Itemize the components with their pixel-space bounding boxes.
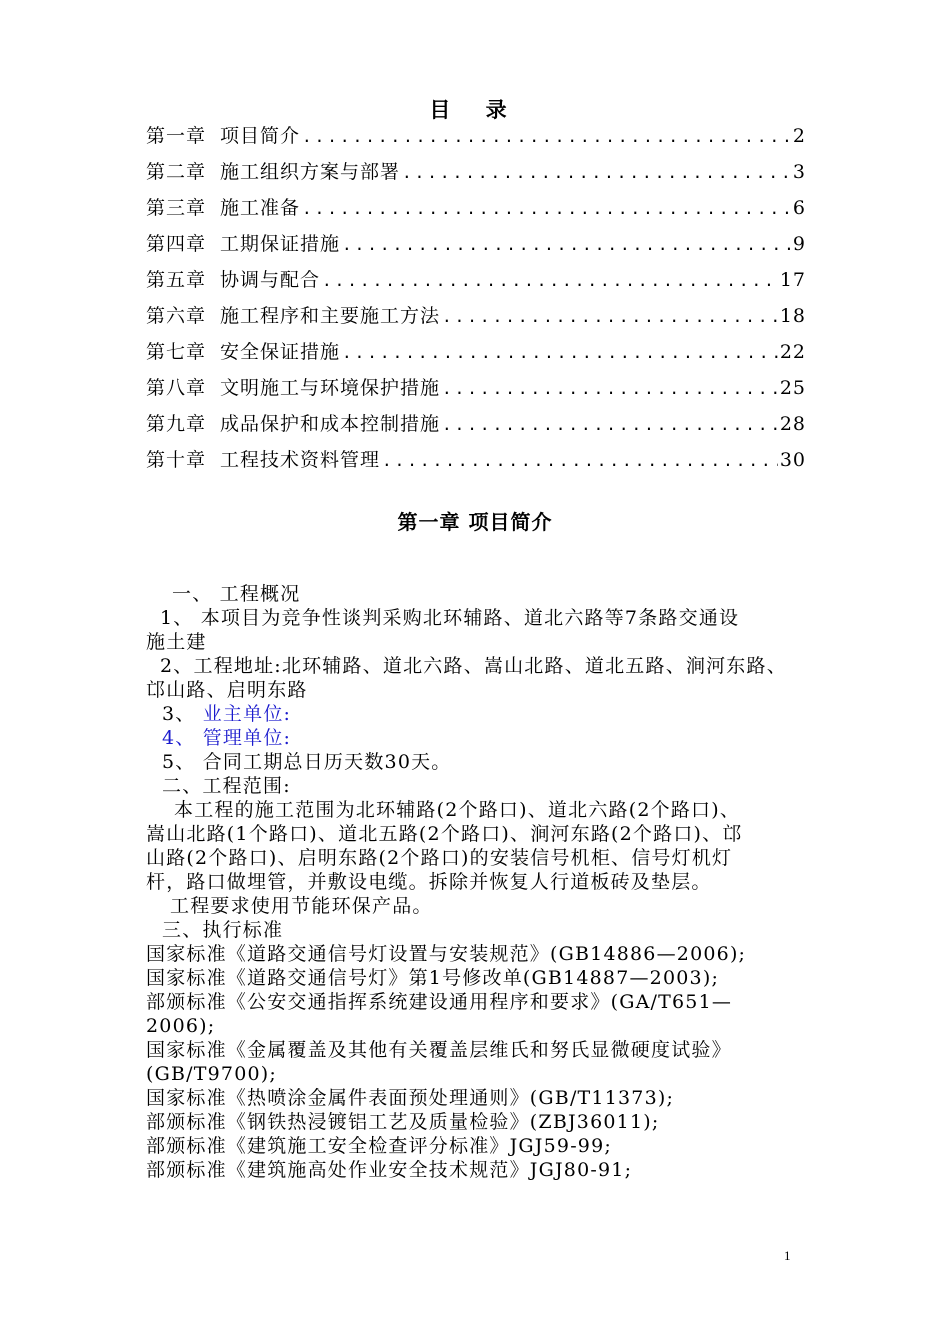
body-line: 部颁标准《建筑施工安全检查评分标准》JGJ59-99; (146, 1135, 612, 1157)
chapter-heading: 第一章 项目简介 (397, 510, 553, 534)
body-line: (GB/T9700); (146, 1063, 277, 1085)
body-line: 2、工程地址:北环辅路、道北六路、嵩山北路、道北五路、涧河东路、 (160, 655, 787, 677)
toc-entry-title: 成品保护和成本控制措施 (220, 413, 441, 435)
toc-page-number: 17 (779, 269, 806, 291)
toc-chapter: 第十章 (146, 449, 207, 471)
body-line: 4、 管理单位: (162, 727, 292, 749)
table-of-contents (146, 118, 806, 478)
toc-entry[interactable] (146, 406, 806, 442)
body-line: 施土建 (146, 631, 207, 653)
toc-leader-dots (382, 443, 778, 479)
toc-entry-title: 施工准备 (220, 197, 301, 219)
toc-entry[interactable] (146, 370, 806, 406)
toc-entry[interactable] (146, 442, 806, 478)
toc-entry[interactable] (146, 262, 806, 298)
body-line: 部颁标准《钢铁热浸镀铝工艺及质量检验》(ZBJ36011); (146, 1111, 660, 1133)
toc-chapter: 第二章 (146, 161, 207, 183)
toc-page-number: 3 (792, 161, 806, 183)
toc-chapter: 第五章 (146, 269, 207, 291)
toc-entry[interactable] (146, 154, 806, 190)
toc-leader-dots (322, 263, 778, 299)
toc-entry-title: 文明施工与环境保护措施 (220, 377, 441, 399)
body-line-highlight: 业主单位: (202, 703, 292, 725)
toc-leader-dots (342, 335, 778, 371)
toc-chapter: 第九章 (146, 413, 207, 435)
toc-entry[interactable] (146, 298, 806, 334)
toc-leader-dots (302, 119, 791, 155)
toc-entry-title: 工期保证措施 (220, 233, 341, 255)
toc-chapter: 第七章 (146, 341, 207, 363)
toc-chapter: 第六章 (146, 305, 207, 327)
body-line: 三、执行标准 (162, 919, 284, 941)
body-line: 一、 工程概况 (172, 583, 301, 605)
toc-entry-title: 工程技术资料管理 (220, 449, 381, 471)
page-number: 1 (784, 1248, 791, 1263)
toc-chapter: 第三章 (146, 197, 207, 219)
body-line: 山路(2个路口)、启明东路(2个路口)的安装信号机柜、信号灯机灯 (146, 847, 733, 869)
toc-entry[interactable] (146, 226, 806, 262)
toc-leader-dots (442, 371, 778, 407)
body-line: 部颁标准《建筑施高处作业安全技术规范》JGJ80-91; (146, 1159, 633, 1181)
toc-entry[interactable] (146, 118, 806, 154)
toc-entry-title: 项目简介 (220, 125, 301, 147)
toc-leader-dots (342, 227, 791, 263)
toc-page-number: 9 (792, 233, 806, 255)
body-line: 1、 本项目为竞争性谈判采购北环辅路、道北六路等7条路交通设 (160, 607, 740, 629)
toc-page-number: 2 (792, 125, 806, 147)
body-line: 本工程的施工范围为北环辅路(2个路口)、道北六路(2个路口)、 (174, 799, 741, 821)
toc-chapter: 第八章 (146, 377, 207, 399)
toc-entry[interactable] (146, 334, 806, 370)
body-line: 国家标准《道路交通信号灯》第1号修改单(GB14887—2003); (146, 967, 720, 989)
toc-page-number: 18 (779, 305, 806, 327)
toc-entry-title: 施工组织方案与部署 (220, 161, 401, 183)
toc-page-number: 30 (779, 449, 806, 471)
body-line: 国家标准《热喷涂金属件表面预处理通则》(GB/T11373); (146, 1087, 675, 1109)
toc-entry-title: 施工程序和主要施工方法 (220, 305, 441, 327)
body-line: 工程要求使用节能环保产品。 (170, 895, 433, 917)
toc-title: 目 录 (429, 97, 521, 122)
body-line: 2006); (146, 1015, 216, 1037)
toc-entry-title: 安全保证措施 (220, 341, 341, 363)
body-line: 邙山路、启明东路 (146, 679, 308, 701)
chapter-body (146, 582, 816, 1182)
toc-page-number: 25 (779, 377, 806, 399)
body-line-number: 3、 (162, 703, 203, 725)
body-line: 嵩山北路(1个路口)、道北五路(2个路口)、涧河东路(2个路口)、邙 (146, 823, 743, 845)
body-line: 二、工程范围: (162, 775, 291, 797)
toc-leader-dots (442, 299, 778, 335)
body-line: 国家标准《金属覆盖及其他有关覆盖层维氏和努氏显微硬度试验》 (146, 1039, 732, 1061)
body-line: 5、 合同工期总日历天数30天。 (162, 751, 452, 773)
toc-chapter: 第一章 (146, 125, 207, 147)
toc-page-number: 28 (779, 413, 806, 435)
body-line: 部颁标准《公安交通指挥系统建设通用程序和要求》(GA/T651— (146, 991, 733, 1013)
toc-page-number: 22 (779, 341, 806, 363)
toc-entry-title: 协调与配合 (220, 269, 321, 291)
body-line (146, 702, 816, 726)
body-line: 杆，路口做埋管，并敷设电缆。拆除并恢复人行道板砖及垫层。 (146, 871, 712, 893)
toc-entry[interactable] (146, 190, 806, 226)
toc-chapter: 第四章 (146, 233, 207, 255)
toc-leader-dots (442, 407, 778, 443)
body-line: 国家标准《道路交通信号灯设置与安装规范》(GB14886—2006); (146, 943, 747, 965)
toc-page-number: 6 (792, 197, 806, 219)
toc-leader-dots (402, 155, 791, 191)
toc-leader-dots (302, 191, 791, 227)
